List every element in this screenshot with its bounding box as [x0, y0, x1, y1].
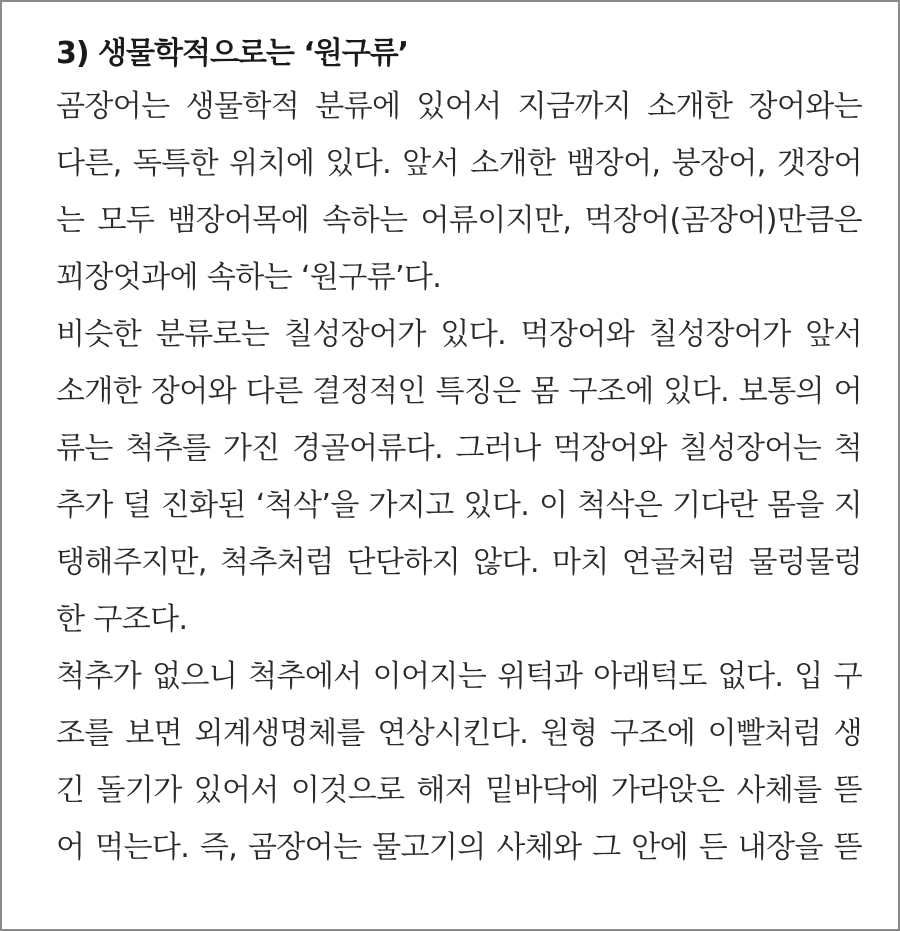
paragraph-3	[56, 648, 862, 876]
text-line: 조를 보면 외계생명체를 연상시킨다. 원형 구조에 이빨처럼 생	[56, 716, 862, 751]
text-line: 탱해주지만, 척추처럼 단단하지 않다. 마치 연골처럼 물렁물렁	[56, 545, 862, 580]
article-body	[56, 30, 862, 876]
text-line: 한 구조다.	[56, 602, 188, 637]
text-line: 꾀장엇과에 속하는 ‘원구류’다.	[56, 260, 442, 295]
text-line: 어 먹는다. 즉, 곰장어는 물고기의 사체와 그 안에 든 내장을 뜯	[56, 830, 862, 865]
text-line: 류는 척추를 가진 경골어류다. 그러나 먹장어와 칠성장어는 척	[56, 431, 862, 466]
text-line: 척추가 없으니 척추에서 이어지는 위턱과 아래턱도 없다. 입 구	[56, 659, 862, 694]
text-line: 는 모두 뱀장어목에 속하는 어류이지만, 먹장어(곰장어)만큼은	[56, 203, 862, 238]
text-line: 추가 덜 진화된 ‘척삭’을 가지고 있다. 이 척삭은 기다란 몸을 지	[56, 488, 862, 523]
text-line: 소개한 장어와 다른 결정적인 특징은 몸 구조에 있다. 보통의 어	[56, 374, 862, 409]
text-line: 다른, 독특한 위치에 있다. 앞서 소개한 뱀장어, 붕장어, 갯장어	[56, 146, 862, 181]
text-line: 긴 돌기가 있어서 이것으로 해저 밑바닥에 가라앉은 사체를 뜯	[56, 773, 862, 808]
text-line: 곰장어는 생물학적 분류에 있어서 지금까지 소개한 장어와는	[56, 89, 862, 124]
paragraph-2	[56, 306, 862, 648]
text-line: 비슷한 분류로는 칠성장어가 있다. 먹장어와 칠성장어가 앞서	[56, 317, 862, 352]
paragraph-1	[56, 78, 862, 306]
section-heading: 3) 생물학적으로는 ‘원구류’	[56, 36, 409, 71]
